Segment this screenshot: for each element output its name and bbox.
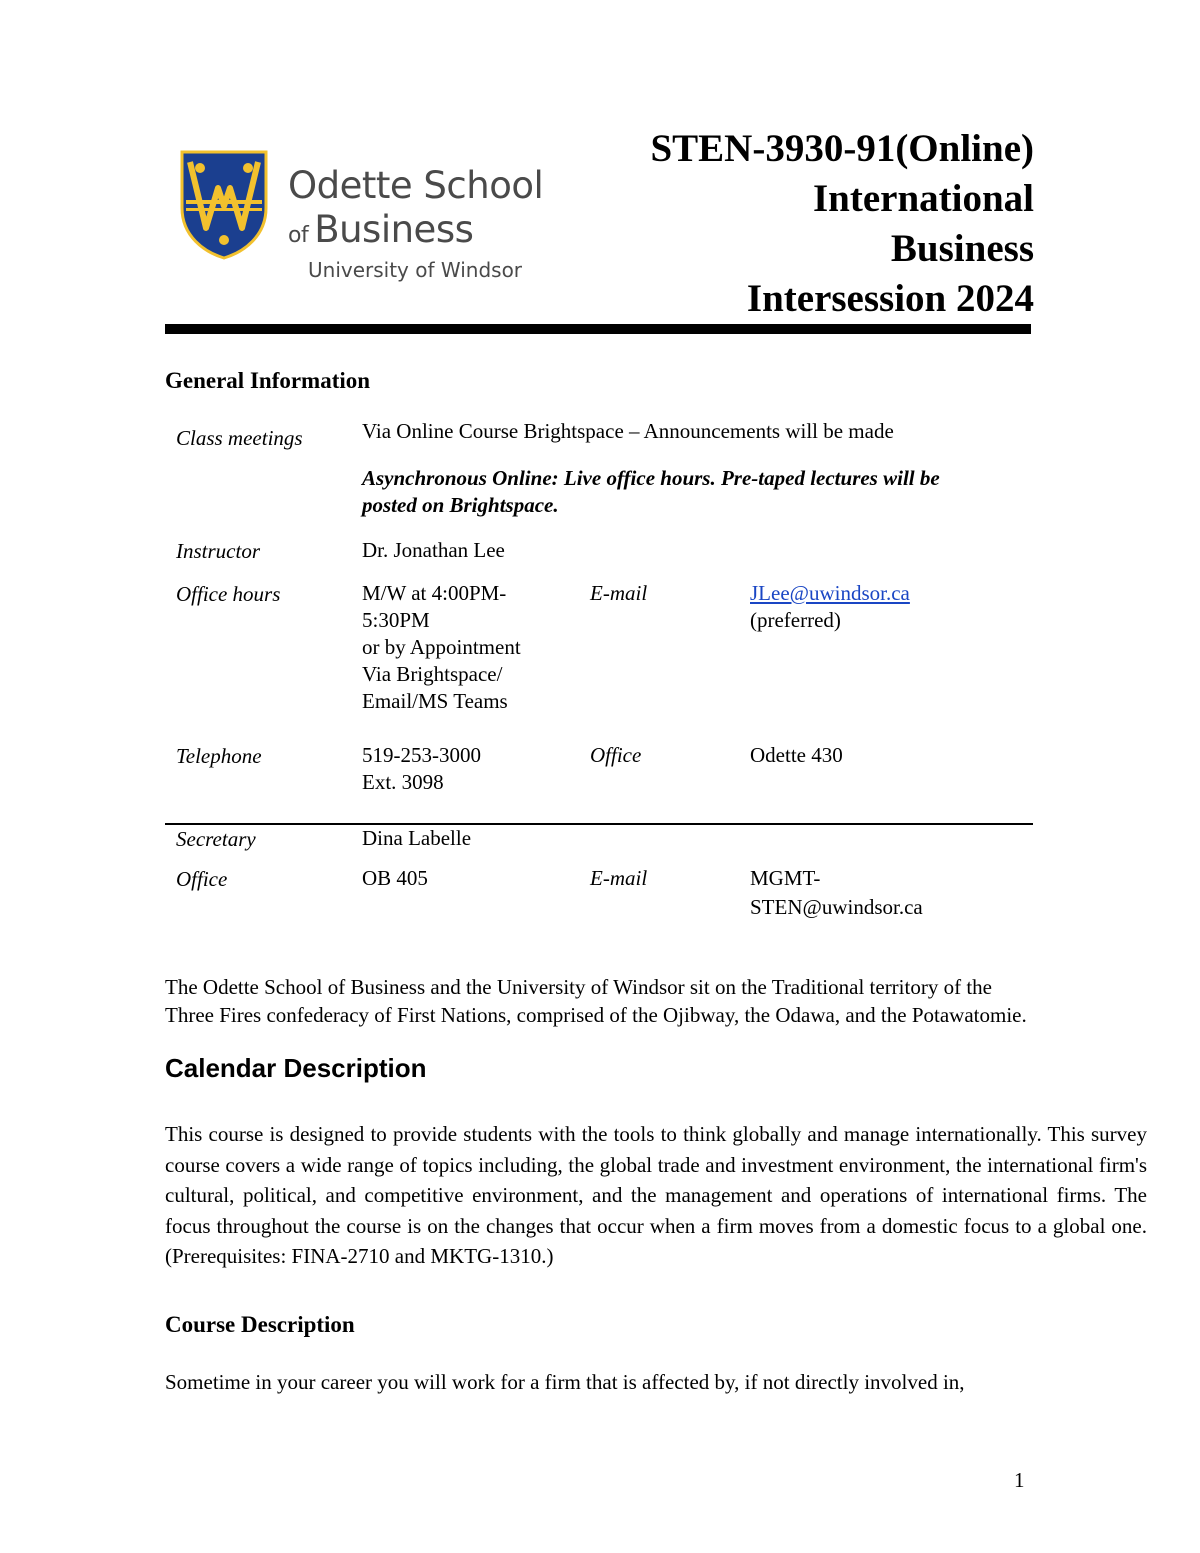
course-name-line2: Business [890, 227, 1034, 270]
land-acknowledgement-line-1: The Odette School of Business and the University of Windsor sit on the Traditional territory of the [165, 975, 992, 999]
general-information-heading: General Information [165, 368, 371, 393]
secretary-office-label: Office [176, 867, 228, 891]
university-shield-icon [178, 148, 270, 260]
office-hours-line-5: Email/MS Teams [362, 689, 508, 713]
instructor-email-note: (preferred) [750, 608, 841, 632]
class-meetings-note-2: posted on Brightspace. [362, 493, 559, 517]
instructor-email-link[interactable]: JLee@uwindsor.ca [750, 581, 910, 605]
telephone-label: Telephone [176, 744, 262, 768]
course-title [650, 124, 1034, 324]
course-term: Intersession 2024 [746, 277, 1034, 320]
course-code: STEN-3930-91(Online) [650, 127, 1034, 170]
course-name-line1: International [812, 177, 1034, 220]
table-divider [165, 823, 1033, 825]
logo-school-name: Odette School [288, 164, 544, 207]
office-hours-line-4: Via Brightspace/ [362, 662, 503, 686]
instructor-value: Dr. Jonathan Lee [362, 538, 505, 562]
secretary-label: Secretary [176, 827, 256, 851]
land-acknowledgement [165, 973, 1147, 1029]
instructor-office-value: Odette 430 [750, 743, 843, 767]
page-number: 1 [1014, 1468, 1025, 1492]
office-hours-line-2: 5:30PM [362, 608, 430, 632]
telephone-extension: Ext. 3098 [362, 770, 444, 794]
logo-business [288, 208, 473, 251]
calendar-description-heading: Calendar Description [165, 1053, 427, 1083]
logo-business-word: Business [314, 208, 474, 251]
class-meetings-value: Via Online Course Brightspace – Announcements will be made [362, 419, 894, 443]
secretary-email-line-1: MGMT- [750, 866, 821, 890]
telephone-number: 519-253-3000 [362, 743, 481, 767]
logo-university: University of Windsor [308, 258, 523, 282]
instructor-label: Instructor [176, 539, 260, 563]
land-acknowledgement-line-2: Three Fires confederacy of First Nations, comprised of the Ojibway, the Odawa, and the Potawatomie. [165, 1003, 1027, 1027]
calendar-description-text: This course is designed to provide students with the tools to think globally and manage internationally. This survey course covers a wide range of topics including, the global trade and investment environment, the international firm's cultural, political, and competitive environment, and the management and operations of international firms. The focus throughout the course is on the changes that occur when a firm moves from a domestic focus to a global one. (Prerequisites: FINA-2710 and MKTG-1310.) [165, 1122, 1147, 1268]
office-hours-label: Office hours [176, 582, 281, 606]
secretary-value: Dina Labelle [362, 826, 472, 850]
instructor-email-label: E-mail [590, 581, 648, 605]
secretary-email-line-2: STEN@uwindsor.ca [750, 895, 923, 919]
course-description-text: Sometime in your career you will work for a firm that is affected by, if not directly involved in, [165, 1370, 965, 1394]
class-meetings-label: Class meetings [176, 426, 303, 450]
class-meetings-note-1: Asynchronous Online: Live office hours. Pre-taped lectures will be [362, 466, 940, 490]
office-hours-line-3: or by Appointment [362, 635, 521, 659]
instructor-office-label: Office [590, 743, 642, 767]
office-hours-line-1: M/W at 4:00PM- [362, 581, 507, 605]
course-description-heading: Course Description [165, 1312, 355, 1337]
logo-of: of [288, 223, 309, 248]
header-divider [165, 324, 1031, 334]
secretary-email-label: E-mail [590, 866, 648, 890]
odette-logo [178, 148, 548, 288]
secretary-office-value: OB 405 [362, 866, 428, 890]
